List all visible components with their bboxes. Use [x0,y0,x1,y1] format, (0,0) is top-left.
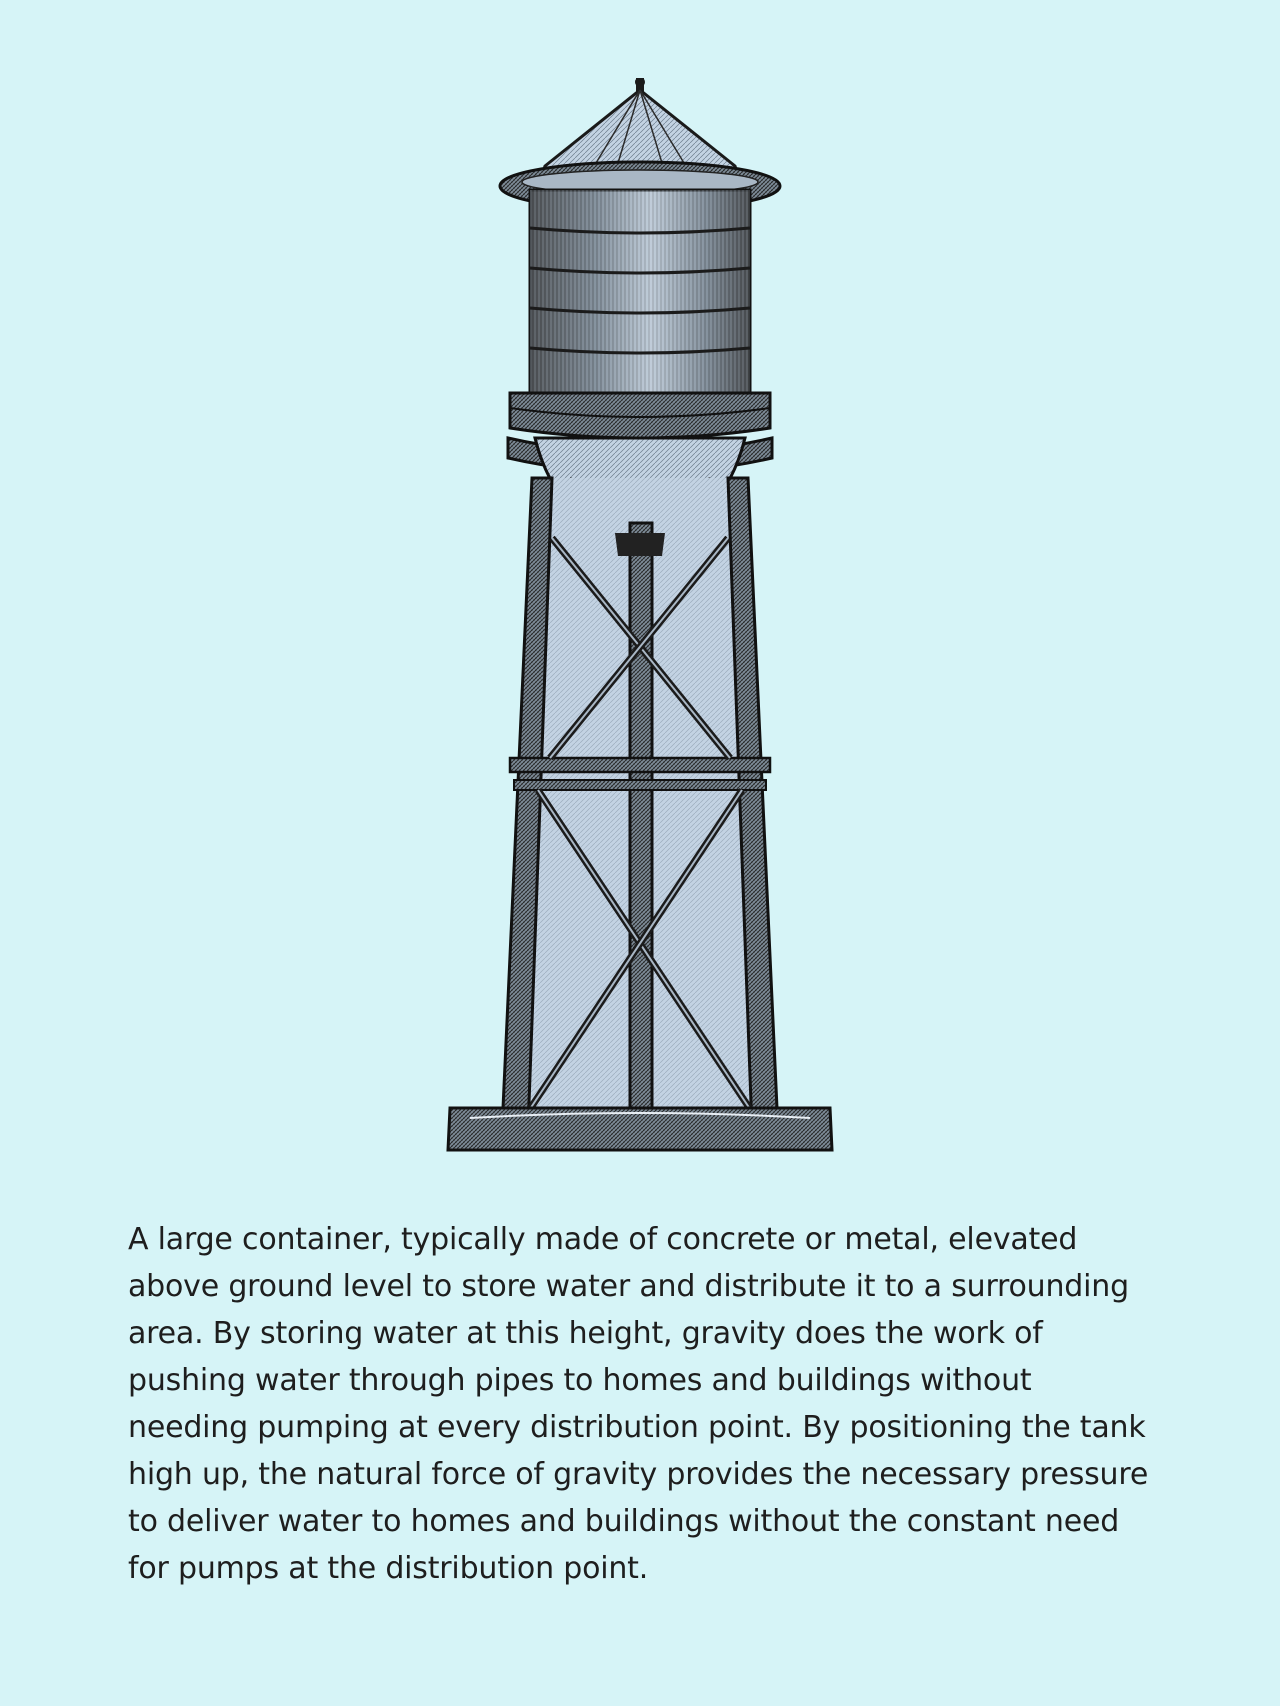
tower-frame [502,478,778,1130]
water-tower-drawing [440,78,840,1153]
water-tower-illustration [440,78,840,1153]
description-paragraph: A large container, typically made of concrete or metal, elevated above ground level to store water and distribute it to a surrounding area. By storing water at this height, gravity does the work of pushing water through pipes to homes and buildings without needing pumping at every distribution point. By positioning the tank high up, the natural force of gravity provides the necessary pressure to deliver water to homes and buildings without the constant need for pumps at the distribution point. [128,1222,1149,1586]
tower-base [448,1108,832,1150]
tank-body [530,190,750,395]
